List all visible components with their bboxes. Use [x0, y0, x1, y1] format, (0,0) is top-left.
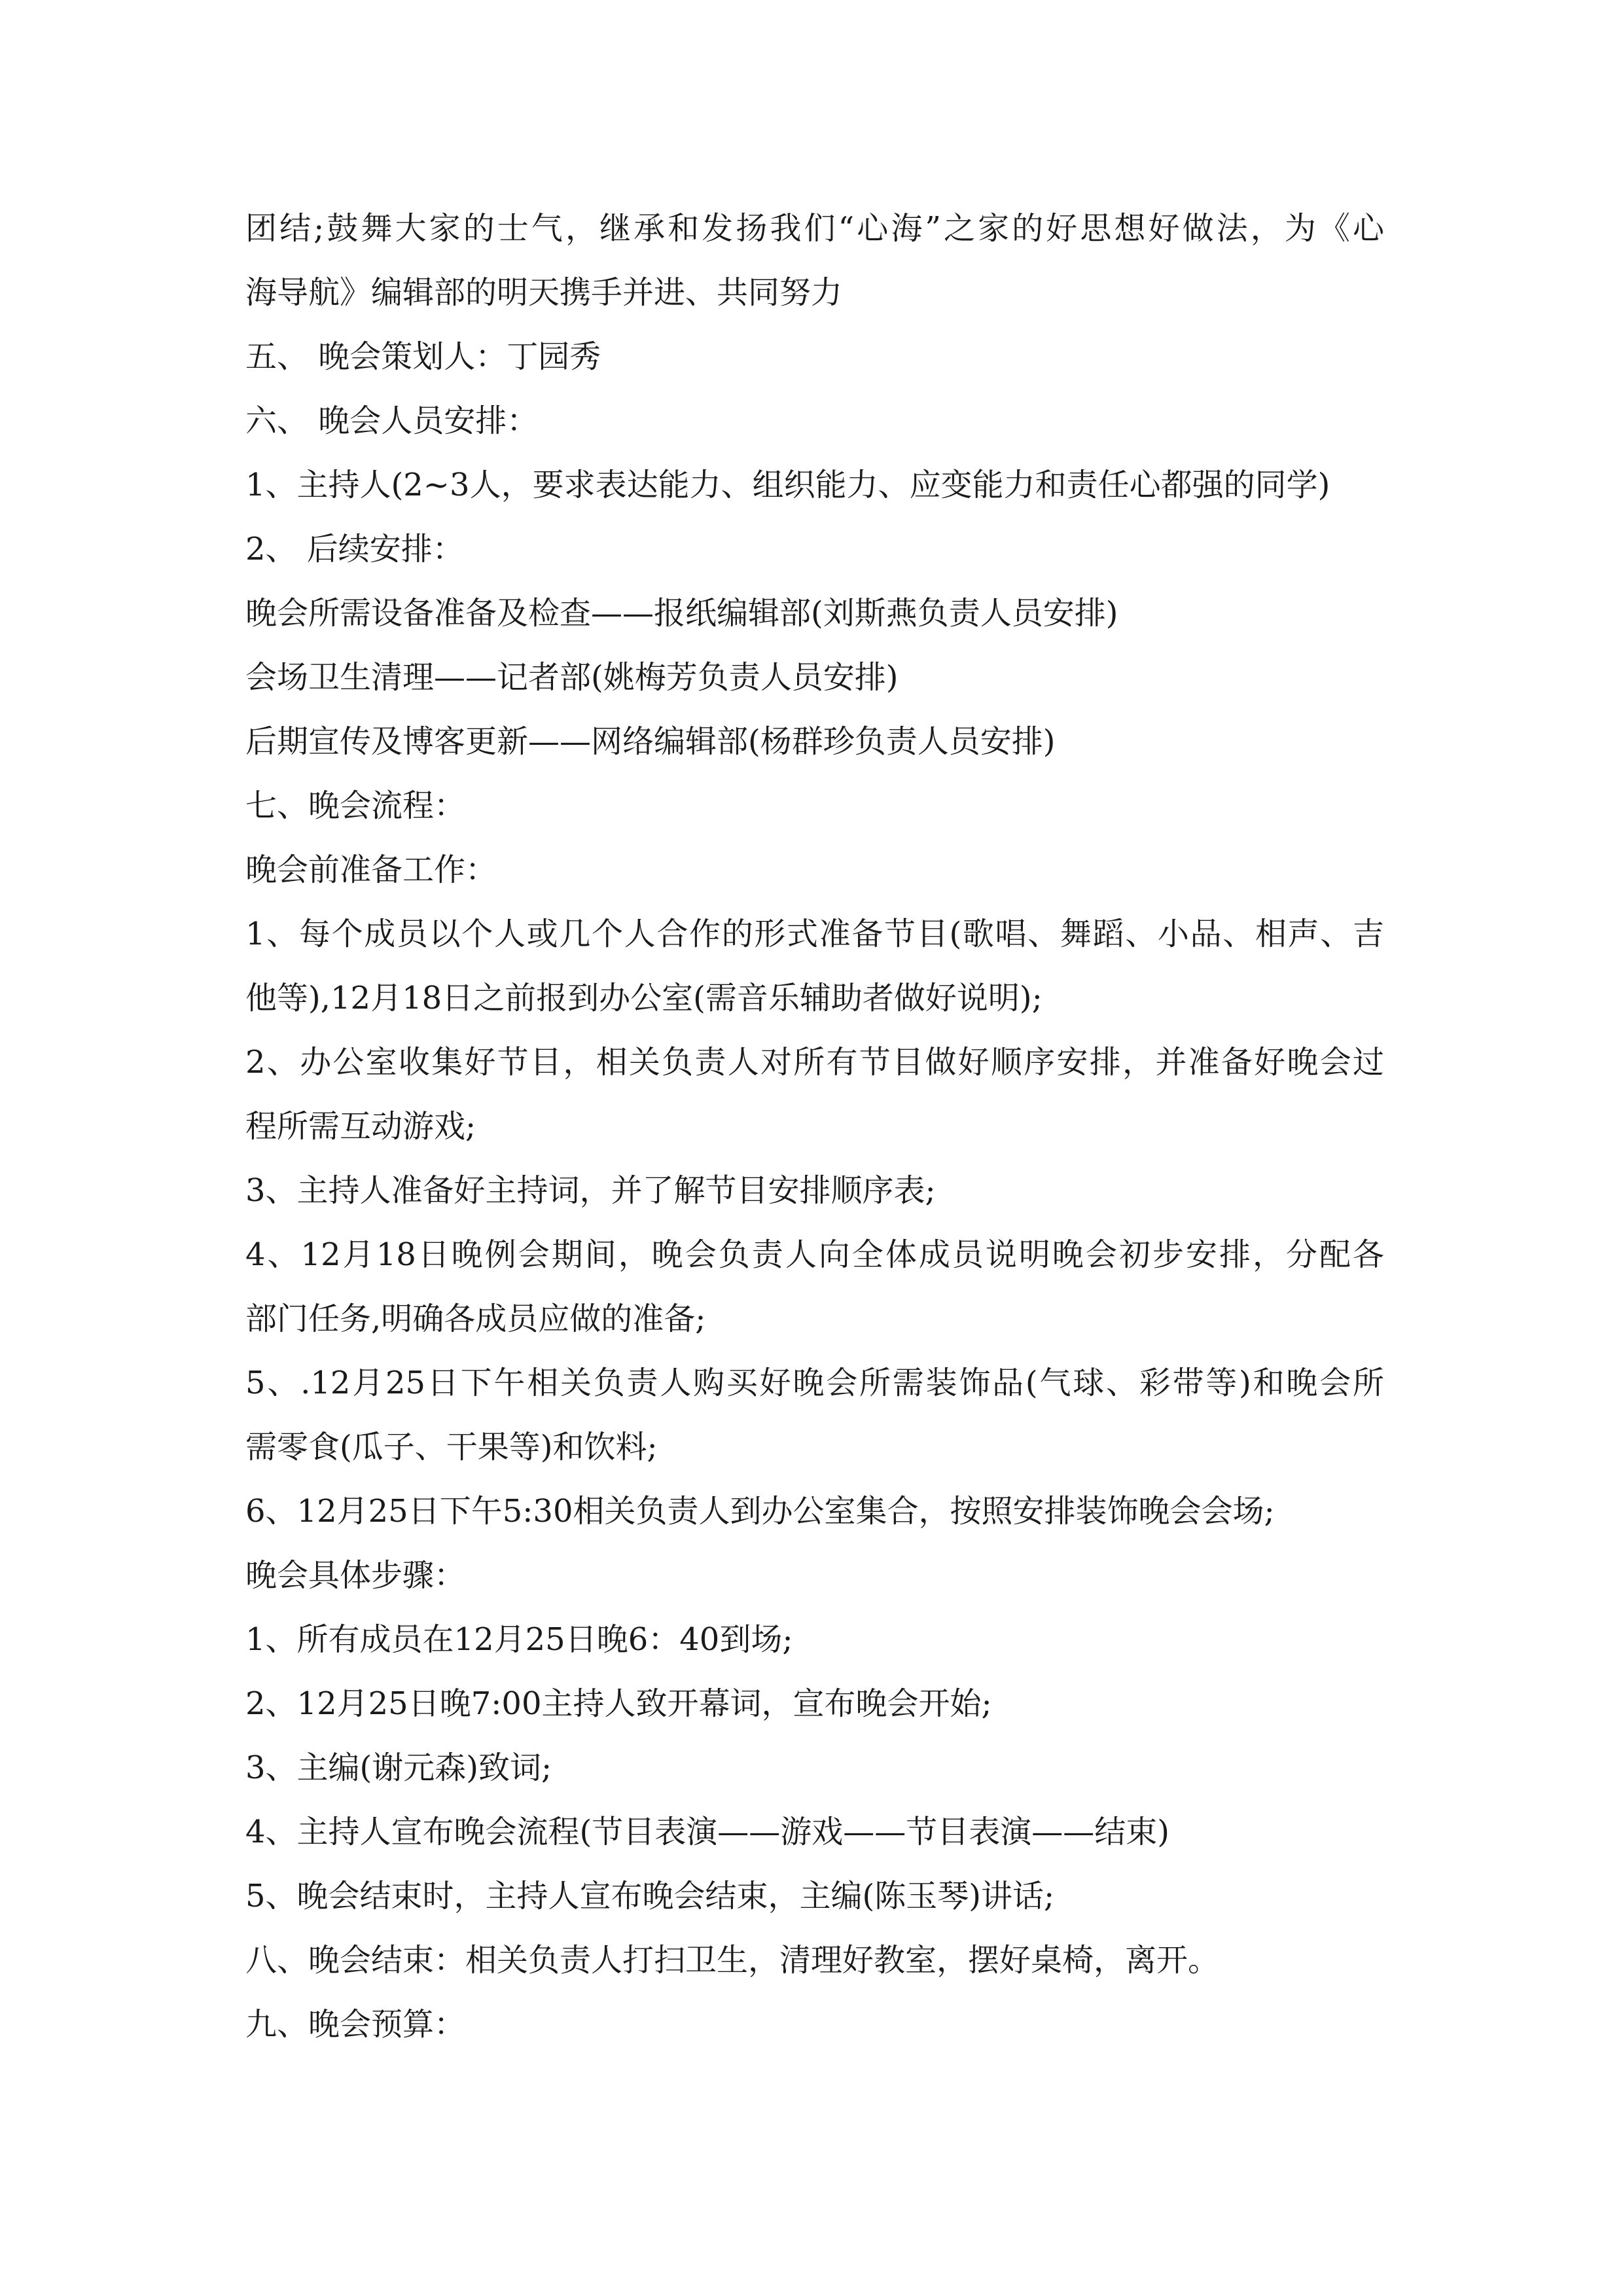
section-heading: 七、晚会流程：	[245, 787, 466, 824]
list-item: 1、每个成员以个人或几个人合作的形式准备节目(歌唱、舞蹈、小品、相声、吉	[245, 916, 1384, 952]
list-item-continuation: 他等),12月18日之前报到办公室(需音乐辅助者做好说明);	[245, 980, 1043, 1016]
list-item: 6、12月25日下午5:30相关负责人到办公室集合，按照安排装饰晚会会场;	[245, 1493, 1275, 1530]
section-heading: 九、晚会预算：	[245, 2006, 466, 2043]
document-body	[245, 196, 1384, 2056]
section-heading: 五、 晚会策划人：丁园秀	[245, 338, 601, 375]
list-item-continuation: 部门任务,明确各成员应做的准备;	[245, 1300, 706, 1337]
paragraph-line: 后期宣传及博客更新——网络编辑部(杨群珍负责人员安排)	[245, 723, 1056, 760]
list-item: 1、主持人(2~3人，要求表达能力、组织能力、应变能力和责任心都强的同学)	[245, 467, 1330, 503]
list-item: 2、 后续安排：	[245, 531, 464, 567]
list-item: 4、主持人宣布晚会流程(节目表演——游戏——节目表演——结束)	[245, 1814, 1169, 1850]
list-item: 3、主持人准备好主持词，并了解节目安排顺序表;	[245, 1172, 936, 1209]
subheading: 晚会前准备工作：	[245, 852, 497, 888]
list-item: 4、12月18日晚例会期间，晚会负责人向全体成员说明晚会初步安排，分配各	[245, 1236, 1384, 1273]
list-item: 1、所有成员在12月25日晚6：40到场;	[245, 1621, 793, 1658]
section-heading: 六、 晚会人员安排：	[245, 403, 539, 439]
subheading: 晚会具体步骤：	[245, 1557, 466, 1594]
list-item: 3、主编(谢元森)致词;	[245, 1749, 552, 1786]
list-item: 5、.12月25日下午相关负责人购买好晚会所需装饰品(气球、彩带等)和晚会所	[245, 1365, 1384, 1401]
list-item: 2、办公室收集好节目，相关负责人对所有节目做好顺序安排，并准备好晚会过	[245, 1044, 1384, 1081]
list-item-continuation: 程所需互动游戏;	[245, 1108, 476, 1145]
list-item-continuation: 需零食(瓜子、干果等)和饮料;	[245, 1429, 658, 1465]
section-heading: 八、晚会结束：相关负责人打扫卫生，清理好教室，摆好桌椅，离开。	[245, 1942, 1220, 1979]
list-item: 5、晚会结束时，主持人宣布晚会结束，主编(陈玉琴)讲话;	[245, 1878, 1055, 1914]
paragraph-line: 会场卫生清理——记者部(姚梅芳负责人员安排)	[245, 659, 899, 696]
list-item: 2、12月25日晚7:00主持人致开幕词，宣布晚会开始;	[245, 1685, 992, 1722]
paragraph-line: 晚会所需设备准备及检查——报纸编辑部(刘斯燕负责人员安排)	[245, 595, 1118, 632]
paragraph-line: 海导航》编辑部的明天携手并进、共同努力	[245, 274, 843, 311]
paragraph-line: 团结;鼓舞大家的士气，继承和发扬我们“心海”之家的好思想好做法，为《心	[245, 210, 1384, 247]
